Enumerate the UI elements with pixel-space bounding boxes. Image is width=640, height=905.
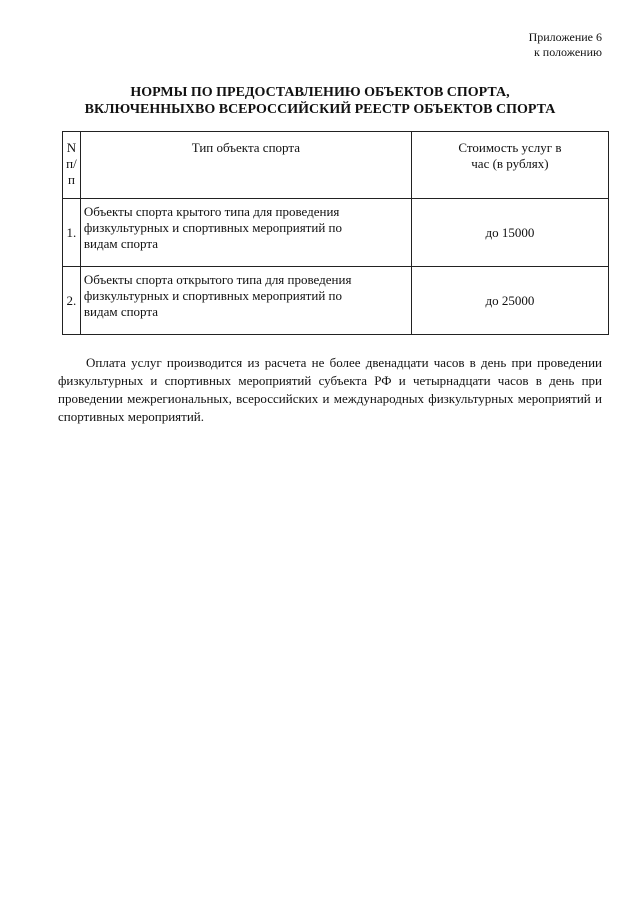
- row-type-line-2: физкультурных и спортивных мероприятий по: [83, 220, 342, 235]
- row-cost: до 25000: [411, 267, 608, 335]
- table-row: [63, 199, 609, 267]
- row-type-line-1: Объекты спорта крытого типа для проведения: [83, 204, 340, 219]
- row-type-line-3: видам спорта: [83, 304, 158, 319]
- row-number: 2.: [63, 267, 81, 335]
- header-cost-line-1: Стоимость услуг в: [458, 140, 562, 155]
- header-cost-line-2: час (в рублях): [471, 156, 549, 171]
- table-row: [63, 267, 609, 335]
- row-type-line-1: Объекты спорта открытого типа для проведения: [83, 272, 352, 287]
- norms-table: [62, 131, 609, 335]
- annex-subtitle: к положению: [533, 45, 602, 59]
- row-cost: до 15000: [411, 199, 608, 267]
- header-cost: [411, 132, 608, 199]
- table-header-row: [63, 132, 609, 199]
- annex-number: Приложение 6: [528, 30, 602, 44]
- payment-terms-paragraph: Оплата услуг производится из расчета не более двенадцати часов в день при проведении физкультурных и спортивных мероприятий субъекта РФ и четырнадцати часов в день при проведении межрегиональных, всероссийских и международных физкультурных мероприятий и спортивных мероприятий.: [58, 355, 602, 424]
- title-line-2: ВКЛЮЧЕННЫХВО ВСЕРОССИЙСКИЙ РЕЕСТР ОБЪЕКТОВ СПОРТА: [84, 102, 556, 117]
- row-number: 1.: [63, 199, 81, 267]
- annex-reference: [529, 30, 602, 60]
- row-object-type: [80, 267, 411, 335]
- header-number-line-3: п: [67, 172, 75, 187]
- header-number: [63, 132, 81, 199]
- header-object-type: Тип объекта спорта: [80, 132, 411, 199]
- row-object-type: [80, 199, 411, 267]
- title-line-1: НОРМЫ ПО ПРЕДОСТАВЛЕНИЮ ОБЪЕКТОВ СПОРТА,: [130, 85, 510, 100]
- header-number-line-2: п/: [66, 156, 77, 171]
- row-type-line-3: видам спорта: [83, 236, 158, 251]
- document-title: [40, 84, 600, 118]
- header-number-line-1: N: [66, 140, 77, 155]
- row-type-line-2: физкультурных и спортивных мероприятий по: [83, 288, 342, 303]
